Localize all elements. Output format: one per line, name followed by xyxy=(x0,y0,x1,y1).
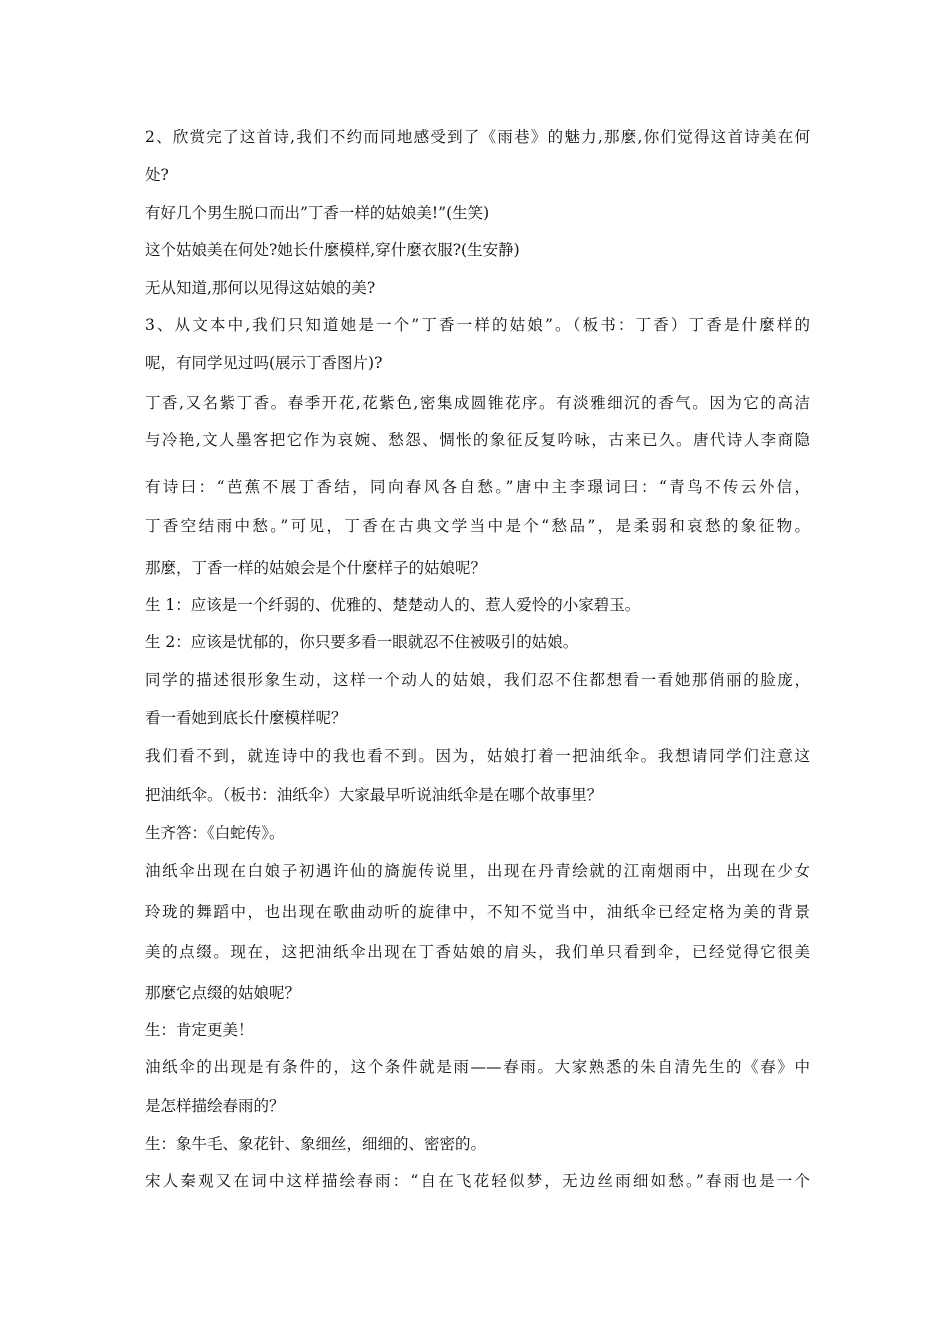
text-line: 那麼，丁香一样的姑娘会是个什麼样子的姑娘呢？ xyxy=(145,559,487,577)
text-line: 生 1：应该是一个纤弱的、优雅的、楚楚动人的、惹人爱怜的小家碧玉。 xyxy=(145,596,641,614)
text-line: 3、从文本中,我们只知道她是一个”丁香一样的姑娘”。（板书：丁香）丁香是什麼样的 xyxy=(145,316,810,334)
text-line: 生 2：应该是忧郁的，你只要多看一眼就忍不住被吸引的姑娘。 xyxy=(145,633,579,651)
text-line: 生：肯定更美！ xyxy=(145,1021,254,1039)
text-line: 处? xyxy=(145,166,169,184)
text-line: 同学的描述很形象生动，这样一个动人的姑娘，我们忍不住都想看一看她那俏丽的脸庞， xyxy=(145,671,810,689)
text-line: 丁香,又名紫丁香。春季开花,花紫色,密集成圆锥花序。有淡雅细沉的香气。因为它的高洁 xyxy=(145,394,810,412)
text-line: 美的点缀。现在，这把油纸伞出现在丁香姑娘的肩头，我们单只看到伞，已经觉得它很美 xyxy=(145,943,810,961)
text-line: 我们看不到，就连诗中的我也看不到。因为，姑娘打着一把油纸伞。我想请同学们注意这 xyxy=(145,747,810,765)
text-line: 有好几个男生脱口而出”丁香一样的姑娘美!”(生笑) xyxy=(145,204,490,222)
text-line: 生齐答：《白蛇传》。 xyxy=(145,824,285,842)
text-line: 玲珑的舞蹈中，也出现在歌曲动听的旋律中，不知不觉当中，油纸伞已经定格为美的背景 xyxy=(145,903,810,921)
text-line: 宋人秦观又在词中这样描绘春雨：“自在飞花轻似梦，无边丝雨细如愁。”春雨也是一个 xyxy=(145,1172,810,1190)
text-line: 把油纸伞。（板书：油纸伞）大家最早听说油纸伞是在哪个故事里？ xyxy=(145,786,603,804)
text-line: 生：象牛毛、象花针、象细丝，细细的、密密的。 xyxy=(145,1135,487,1153)
text-line: 这个姑娘美在何处?她长什麼模样,穿什麼衣服?(生安静) xyxy=(145,241,520,259)
text-line: 无从知道,那何以见得这姑娘的美? xyxy=(145,279,376,297)
text-line: 丁香空结雨中愁。”可见，丁香在古典文学当中是个“愁品”，是柔弱和哀愁的象征物。 xyxy=(145,517,810,535)
text-line: 有诗曰：“芭蕉不展丁香结，同向春风各自愁。”唐中主李璟词曰：“青鸟不传云外信， xyxy=(145,478,810,496)
text-line: 那麼它点缀的姑娘呢？ xyxy=(145,984,301,1002)
text-line: 呢，有同学见过吗(展示丁香图片)? xyxy=(145,354,383,372)
text-line: 看一看她到底长什麼模样呢？ xyxy=(145,709,347,727)
text-line: 是怎样描绘春雨的？ xyxy=(145,1097,285,1115)
text-line: 2、欣赏完了这首诗,我们不约而同地感受到了《雨巷》的魅力,那麼,你们觉得这首诗美在何 xyxy=(145,128,810,146)
text-line: 与冷艳,文人墨客把它作为哀婉、愁怨、惆怅的象征反复吟咏，古来已久。唐代诗人李商隐 xyxy=(145,431,810,449)
text-line: 油纸伞出现在白娘子初遇许仙的旖旎传说里，出现在丹青绘就的江南烟雨中，出现在少女 xyxy=(145,862,810,880)
text-line: 油纸伞的出现是有条件的，这个条件就是雨——春雨。大家熟悉的朱自清先生的《春》中 xyxy=(145,1058,810,1076)
